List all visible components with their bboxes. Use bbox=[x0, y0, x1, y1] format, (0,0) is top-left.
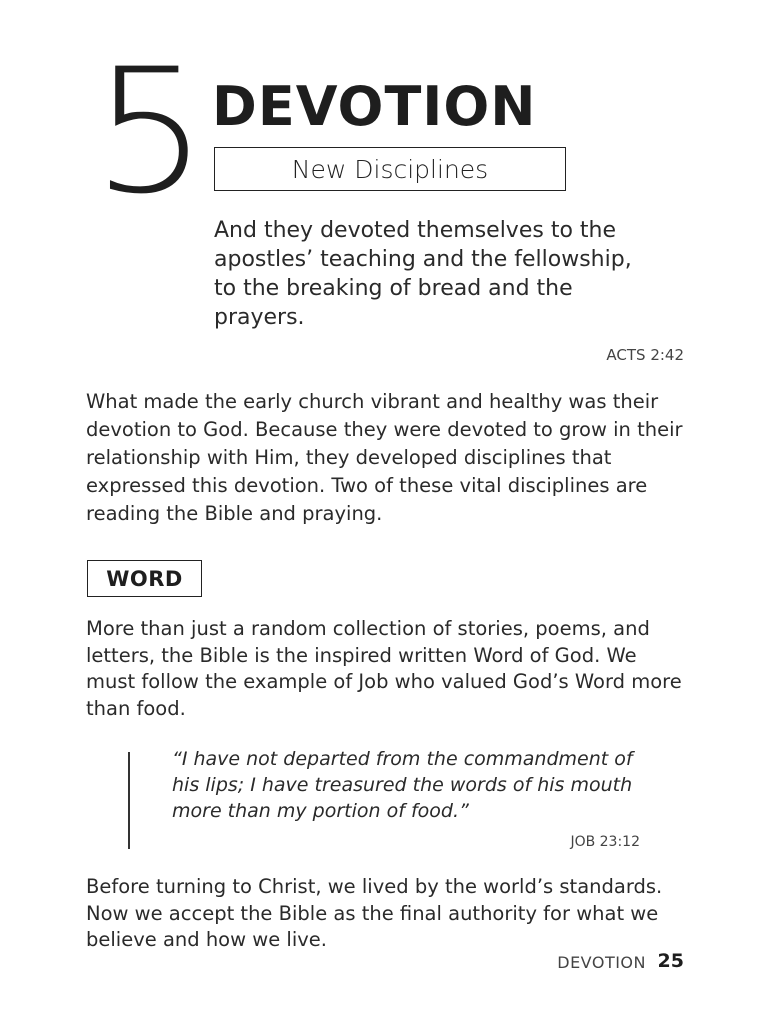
scripture-quote: “I have not departed from the commandment of his lips; I have treasured the words of his mouth more than my portion of food.” bbox=[172, 748, 633, 822]
scripture-quote-reference: JOB 23:12 bbox=[570, 834, 640, 850]
intro-paragraph: What made the early church vibrant and healthy was their devotion to God. Because they were devoted to grow in their relationship with Him, they developed disciplines that expressed this devotion. Two of these vital disciplines are reading the Bible and praying. bbox=[86, 390, 683, 525]
quote-rule bbox=[128, 752, 130, 849]
key-verse-reference: ACTS 2:42 bbox=[606, 346, 684, 364]
closing-paragraph: Before turning to Christ, we lived by the world’s standards. Now we accept the Bible as the final authority for what we believe and how we live. bbox=[86, 875, 663, 951]
chapter-number: 5 bbox=[92, 31, 204, 232]
section-heading: WORD bbox=[106, 566, 183, 591]
chapter-subtitle bbox=[214, 147, 566, 191]
footer-running-title: DEVOTION bbox=[557, 953, 646, 972]
page-number: 25 bbox=[657, 950, 684, 972]
chapter-subtitle-text: New Disciplines bbox=[291, 154, 489, 184]
key-verse: And they devoted themselves to the apostles’ teaching and the fellowship, to the breaking of bread and the prayers. bbox=[214, 218, 632, 330]
section-paragraph: More than just a random collection of stories, poems, and letters, the Bible is the inspired written Word of God. We must follow the example of Job who valued God’s Word more than food. bbox=[86, 617, 682, 720]
section-heading-box bbox=[87, 560, 202, 597]
chapter-title: DEVOTION bbox=[212, 75, 537, 138]
